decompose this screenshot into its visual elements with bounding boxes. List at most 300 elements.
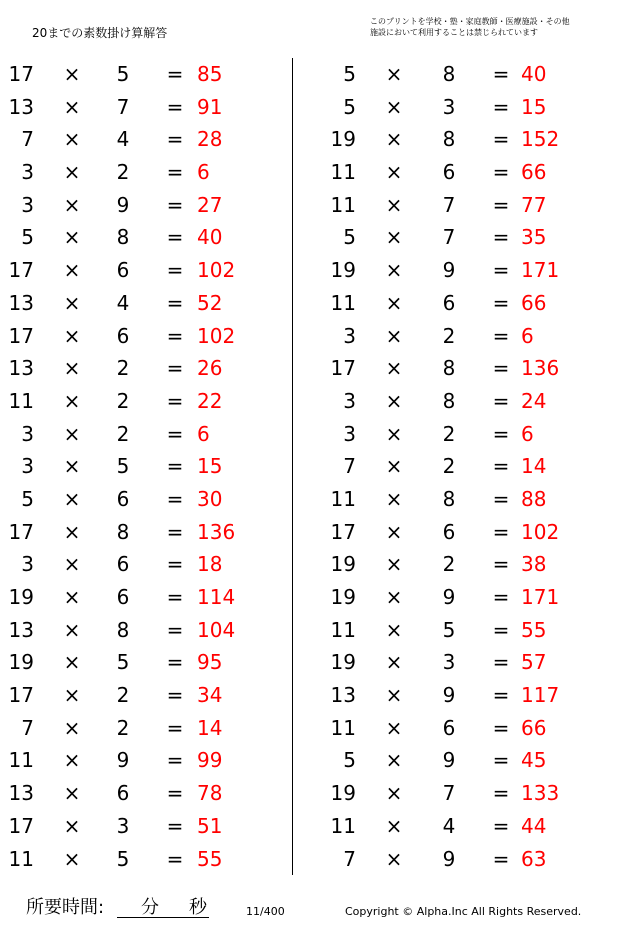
equals-sign: = xyxy=(166,715,184,740)
problem-row xyxy=(324,516,614,549)
problem-row xyxy=(0,516,290,549)
multiplicand: 3 xyxy=(21,160,34,185)
multiplicand: 11 xyxy=(8,748,34,773)
times-sign: × xyxy=(385,715,403,740)
problem-row xyxy=(0,320,290,353)
problem-row xyxy=(324,352,614,385)
multiplier: 9 xyxy=(442,585,456,609)
equals-sign: = xyxy=(492,552,510,577)
multiplicand: 11 xyxy=(330,192,356,217)
worksheet-title: 20までの素数掛け算解答 xyxy=(32,26,168,40)
multiplicand: 13 xyxy=(8,290,34,315)
equals-sign: = xyxy=(492,617,510,642)
multiplicand: 19 xyxy=(330,781,356,806)
answer: 104 xyxy=(197,617,236,642)
answer: 136 xyxy=(197,519,236,544)
problem-row xyxy=(324,221,614,254)
multiplier: 8 xyxy=(442,127,456,152)
problem-row xyxy=(324,58,614,91)
equals-sign: = xyxy=(166,290,184,315)
equals-sign: = xyxy=(492,846,510,871)
multiplier: 9 xyxy=(442,748,456,773)
multiplicand: 17 xyxy=(8,519,34,544)
problem-row xyxy=(324,810,614,843)
equals-sign: = xyxy=(166,552,184,577)
equals-sign: = xyxy=(492,421,510,446)
multiplicand: 13 xyxy=(8,617,34,642)
multiplicand: 5 xyxy=(343,94,356,119)
answer: 55 xyxy=(197,846,223,871)
equals-sign: = xyxy=(492,813,510,838)
right-problem-column xyxy=(324,58,614,875)
answer: 102 xyxy=(197,258,236,283)
multiplier: 2 xyxy=(116,388,130,413)
equals-sign: = xyxy=(166,192,184,217)
multiplier: 3 xyxy=(116,813,130,838)
times-sign: × xyxy=(63,486,81,511)
multiplicand: 19 xyxy=(330,127,356,152)
multiplier: 5 xyxy=(116,846,130,871)
answer: 15 xyxy=(197,454,223,479)
multiplicand: 17 xyxy=(8,258,34,283)
times-sign: × xyxy=(63,127,81,152)
multiplier: 7 xyxy=(442,192,456,217)
times-sign: × xyxy=(385,454,403,479)
answer: 6 xyxy=(521,323,534,348)
multiplicand: 5 xyxy=(21,486,34,511)
multiplier: 2 xyxy=(442,323,456,348)
multiplicand: 7 xyxy=(21,127,34,152)
multiplicand: 3 xyxy=(21,192,34,217)
equals-sign: = xyxy=(492,683,510,708)
column-divider xyxy=(292,58,293,875)
multiplier: 7 xyxy=(442,225,456,250)
multiplier: 2 xyxy=(442,454,456,479)
times-sign: × xyxy=(385,94,403,119)
answer: 55 xyxy=(521,617,547,642)
problem-row xyxy=(0,483,290,516)
problem-row xyxy=(324,646,614,679)
times-sign: × xyxy=(63,617,81,642)
times-sign: × xyxy=(63,846,81,871)
multiplier: 6 xyxy=(442,290,456,315)
equals-sign: = xyxy=(166,323,184,348)
multiplicand: 13 xyxy=(330,683,356,708)
multiplicand: 19 xyxy=(8,585,34,609)
problem-row xyxy=(324,777,614,810)
answer: 6 xyxy=(197,160,210,185)
answer: 28 xyxy=(197,127,223,152)
times-sign: × xyxy=(63,192,81,217)
problem-row xyxy=(324,483,614,516)
times-sign: × xyxy=(63,715,81,740)
problem-row xyxy=(324,679,614,712)
answer: 14 xyxy=(197,715,223,740)
answer: 95 xyxy=(197,650,223,675)
multiplicand: 11 xyxy=(8,846,34,871)
multiplicand: 11 xyxy=(330,617,356,642)
multiplier: 5 xyxy=(116,650,130,675)
multiplier: 6 xyxy=(116,552,130,577)
problem-row xyxy=(324,123,614,156)
times-sign: × xyxy=(385,192,403,217)
answer: 66 xyxy=(521,715,547,740)
equals-sign: = xyxy=(492,486,510,511)
answer: 133 xyxy=(521,781,560,806)
problem-row xyxy=(0,189,290,222)
multiplier: 8 xyxy=(116,519,130,544)
answer: 35 xyxy=(521,225,547,250)
times-sign: × xyxy=(63,519,81,544)
equals-sign: = xyxy=(166,388,184,413)
equals-sign: = xyxy=(166,160,184,185)
times-sign: × xyxy=(63,585,81,609)
answer: 6 xyxy=(197,421,210,446)
copyright-notice: Copyright © Alpha.Inc All Rights Reserved. xyxy=(345,905,582,918)
problem-row xyxy=(0,58,290,91)
problem-row xyxy=(0,385,290,418)
times-sign: × xyxy=(63,323,81,348)
answer: 44 xyxy=(521,813,547,838)
multiplicand: 19 xyxy=(330,650,356,675)
multiplicand: 11 xyxy=(330,486,356,511)
multiplicand: 3 xyxy=(343,388,356,413)
answer: 66 xyxy=(521,160,547,185)
equals-sign: = xyxy=(492,192,510,217)
multiplier: 4 xyxy=(116,127,130,152)
equals-sign: = xyxy=(166,585,184,609)
problem-row xyxy=(324,287,614,320)
multiplier: 2 xyxy=(116,683,130,708)
equals-sign: = xyxy=(492,519,510,544)
equals-sign: = xyxy=(492,290,510,315)
multiplicand: 13 xyxy=(8,94,34,119)
answer: 114 xyxy=(197,585,236,609)
times-sign: × xyxy=(385,617,403,642)
multiplicand: 19 xyxy=(330,552,356,577)
answer: 51 xyxy=(197,813,223,838)
problem-row xyxy=(0,91,290,124)
problem-row xyxy=(0,548,290,581)
multiplier: 9 xyxy=(442,846,456,871)
problem-row xyxy=(0,614,290,647)
equals-sign: = xyxy=(492,323,510,348)
multiplier: 9 xyxy=(442,258,456,283)
problem-row xyxy=(324,189,614,222)
answer: 77 xyxy=(521,192,547,217)
times-sign: × xyxy=(385,388,403,413)
problem-row xyxy=(0,810,290,843)
equals-sign: = xyxy=(492,585,510,609)
problem-row xyxy=(0,156,290,189)
times-sign: × xyxy=(63,356,81,381)
equals-sign: = xyxy=(166,748,184,773)
multiplier: 7 xyxy=(116,94,130,119)
answer: 99 xyxy=(197,748,223,773)
multiplier: 8 xyxy=(442,388,456,413)
times-sign: × xyxy=(385,846,403,871)
times-sign: × xyxy=(63,94,81,119)
multiplicand: 11 xyxy=(330,715,356,740)
multiplicand: 7 xyxy=(343,454,356,479)
answer: 91 xyxy=(197,94,223,119)
answer: 102 xyxy=(521,519,560,544)
multiplier: 8 xyxy=(442,486,456,511)
times-sign: × xyxy=(63,388,81,413)
problem-row xyxy=(0,418,290,451)
multiplicand: 19 xyxy=(330,258,356,283)
problem-row xyxy=(324,581,614,614)
problem-row xyxy=(0,221,290,254)
multiplicand: 3 xyxy=(343,323,356,348)
answer: 34 xyxy=(197,683,223,708)
times-sign: × xyxy=(63,552,81,577)
problem-row xyxy=(324,744,614,777)
answer: 6 xyxy=(521,421,534,446)
multiplier: 8 xyxy=(442,62,456,86)
multiplier: 7 xyxy=(442,781,456,806)
answer: 171 xyxy=(521,585,560,609)
answer: 63 xyxy=(521,846,547,871)
problem-row xyxy=(324,320,614,353)
multiplicand: 11 xyxy=(330,813,356,838)
times-sign: × xyxy=(385,552,403,577)
answer: 38 xyxy=(521,552,547,577)
answer: 15 xyxy=(521,94,547,119)
multiplicand: 3 xyxy=(21,454,34,479)
multiplicand: 17 xyxy=(8,683,34,708)
times-sign: × xyxy=(385,781,403,806)
problem-row xyxy=(324,614,614,647)
multiplicand: 17 xyxy=(330,356,356,381)
answer: 40 xyxy=(197,225,223,250)
equals-sign: = xyxy=(492,127,510,152)
answer: 78 xyxy=(197,781,223,806)
multiplicand: 7 xyxy=(343,846,356,871)
multiplier: 2 xyxy=(116,160,130,185)
problem-row xyxy=(0,777,290,810)
multiplier: 5 xyxy=(116,454,130,479)
equals-sign: = xyxy=(492,781,510,806)
multiplier: 9 xyxy=(116,192,130,217)
times-sign: × xyxy=(385,813,403,838)
problem-row xyxy=(0,646,290,679)
multiplicand: 13 xyxy=(8,356,34,381)
multiplier: 6 xyxy=(116,486,130,511)
equals-sign: = xyxy=(166,617,184,642)
multiplicand: 17 xyxy=(8,62,34,86)
equals-sign: = xyxy=(166,781,184,806)
multiplier: 2 xyxy=(442,421,456,446)
times-sign: × xyxy=(385,748,403,773)
multiplicand: 5 xyxy=(343,225,356,250)
seconds-unit: 秒 xyxy=(189,897,207,918)
multiplier: 6 xyxy=(116,323,130,348)
equals-sign: = xyxy=(166,519,184,544)
multiplier: 6 xyxy=(442,715,456,740)
equals-sign: = xyxy=(166,62,184,86)
answer: 18 xyxy=(197,552,223,577)
equals-sign: = xyxy=(492,454,510,479)
problem-row xyxy=(324,548,614,581)
multiplicand: 11 xyxy=(330,290,356,315)
equals-sign: = xyxy=(166,127,184,152)
multiplier: 6 xyxy=(116,585,130,609)
times-sign: × xyxy=(63,421,81,446)
times-sign: × xyxy=(385,486,403,511)
times-sign: × xyxy=(385,290,403,315)
multiplicand: 5 xyxy=(343,62,356,86)
times-sign: × xyxy=(63,748,81,773)
multiplicand: 19 xyxy=(330,585,356,609)
answer: 24 xyxy=(521,388,547,413)
answer: 30 xyxy=(197,486,223,511)
equals-sign: = xyxy=(492,650,510,675)
problem-row xyxy=(324,712,614,745)
answer: 14 xyxy=(521,454,547,479)
multiplier: 6 xyxy=(442,160,456,185)
multiplier: 8 xyxy=(442,356,456,381)
multiplier: 6 xyxy=(442,519,456,544)
equals-sign: = xyxy=(166,683,184,708)
equals-sign: = xyxy=(492,94,510,119)
multiplier: 4 xyxy=(116,290,130,315)
problem-row xyxy=(0,450,290,483)
times-sign: × xyxy=(63,683,81,708)
times-sign: × xyxy=(385,650,403,675)
multiplier: 2 xyxy=(116,715,130,740)
multiplicand: 17 xyxy=(330,519,356,544)
problem-row xyxy=(0,123,290,156)
times-sign: × xyxy=(63,225,81,250)
equals-sign: = xyxy=(166,813,184,838)
problem-row xyxy=(324,254,614,287)
problem-row xyxy=(324,91,614,124)
equals-sign: = xyxy=(492,356,510,381)
multiplier: 8 xyxy=(116,225,130,250)
multiplicand: 17 xyxy=(8,813,34,838)
multiplicand: 3 xyxy=(21,552,34,577)
equals-sign: = xyxy=(166,846,184,871)
problem-row xyxy=(324,418,614,451)
times-sign: × xyxy=(63,258,81,283)
usage-notice-line-1: このプリントを学校・塾・家庭教師・医療施設・その他 xyxy=(370,17,570,26)
problem-row xyxy=(324,450,614,483)
problem-row xyxy=(0,712,290,745)
answer: 27 xyxy=(197,192,223,217)
multiplicand: 5 xyxy=(343,748,356,773)
multiplicand: 11 xyxy=(330,160,356,185)
usage-notice xyxy=(370,16,610,38)
multiplier: 2 xyxy=(116,421,130,446)
times-sign: × xyxy=(385,356,403,381)
multiplier: 2 xyxy=(116,356,130,381)
problem-row xyxy=(324,156,614,189)
times-sign: × xyxy=(385,683,403,708)
equals-sign: = xyxy=(166,356,184,381)
times-sign: × xyxy=(385,160,403,185)
answer: 26 xyxy=(197,356,223,381)
time-label: 所要時間: xyxy=(26,897,105,918)
multiplier: 8 xyxy=(116,617,130,642)
multiplicand: 5 xyxy=(21,225,34,250)
times-sign: × xyxy=(63,781,81,806)
answer: 40 xyxy=(521,62,547,86)
multiplier: 9 xyxy=(116,748,130,773)
problem-row xyxy=(324,385,614,418)
multiplier: 4 xyxy=(442,813,456,838)
multiplier: 3 xyxy=(442,94,456,119)
times-sign: × xyxy=(385,585,403,609)
multiplier: 5 xyxy=(116,62,130,86)
times-sign: × xyxy=(385,225,403,250)
left-problem-column xyxy=(0,58,290,875)
multiplier: 6 xyxy=(116,258,130,283)
problem-row xyxy=(0,581,290,614)
times-sign: × xyxy=(385,258,403,283)
equals-sign: = xyxy=(492,258,510,283)
multiplier: 5 xyxy=(442,617,456,642)
multiplicand: 19 xyxy=(8,650,34,675)
answer: 66 xyxy=(521,290,547,315)
answer: 136 xyxy=(521,356,560,381)
answer: 45 xyxy=(521,748,547,773)
multiplier: 9 xyxy=(442,683,456,708)
problem-row xyxy=(0,679,290,712)
problem-row xyxy=(0,744,290,777)
equals-sign: = xyxy=(166,421,184,446)
problem-row xyxy=(0,843,290,876)
answer: 152 xyxy=(521,127,560,152)
answer: 57 xyxy=(521,650,547,675)
equals-sign: = xyxy=(166,650,184,675)
multiplicand: 3 xyxy=(343,421,356,446)
times-sign: × xyxy=(63,650,81,675)
times-sign: × xyxy=(63,454,81,479)
answer: 88 xyxy=(521,486,547,511)
times-sign: × xyxy=(63,62,81,86)
times-sign: × xyxy=(385,323,403,348)
times-sign: × xyxy=(385,127,403,152)
equals-sign: = xyxy=(166,486,184,511)
times-sign: × xyxy=(385,62,403,86)
problem-row xyxy=(324,843,614,876)
multiplicand: 13 xyxy=(8,781,34,806)
answer: 85 xyxy=(197,62,223,86)
times-sign: × xyxy=(63,160,81,185)
equals-sign: = xyxy=(492,160,510,185)
answer: 171 xyxy=(521,258,560,283)
problem-row xyxy=(0,352,290,385)
equals-sign: = xyxy=(166,225,184,250)
answer: 102 xyxy=(197,323,236,348)
usage-notice-line-2: 施設において利用することは禁じられています xyxy=(370,28,538,37)
problem-row xyxy=(0,287,290,320)
multiplicand: 7 xyxy=(21,715,34,740)
equals-sign: = xyxy=(492,388,510,413)
multiplier: 3 xyxy=(442,650,456,675)
multiplicand: 17 xyxy=(8,323,34,348)
equals-sign: = xyxy=(166,94,184,119)
equals-sign: = xyxy=(492,225,510,250)
answer: 117 xyxy=(521,683,560,708)
multiplier: 6 xyxy=(116,781,130,806)
times-sign: × xyxy=(63,290,81,315)
multiplicand: 11 xyxy=(8,388,34,413)
equals-sign: = xyxy=(166,454,184,479)
multiplicand: 3 xyxy=(21,421,34,446)
equals-sign: = xyxy=(492,715,510,740)
